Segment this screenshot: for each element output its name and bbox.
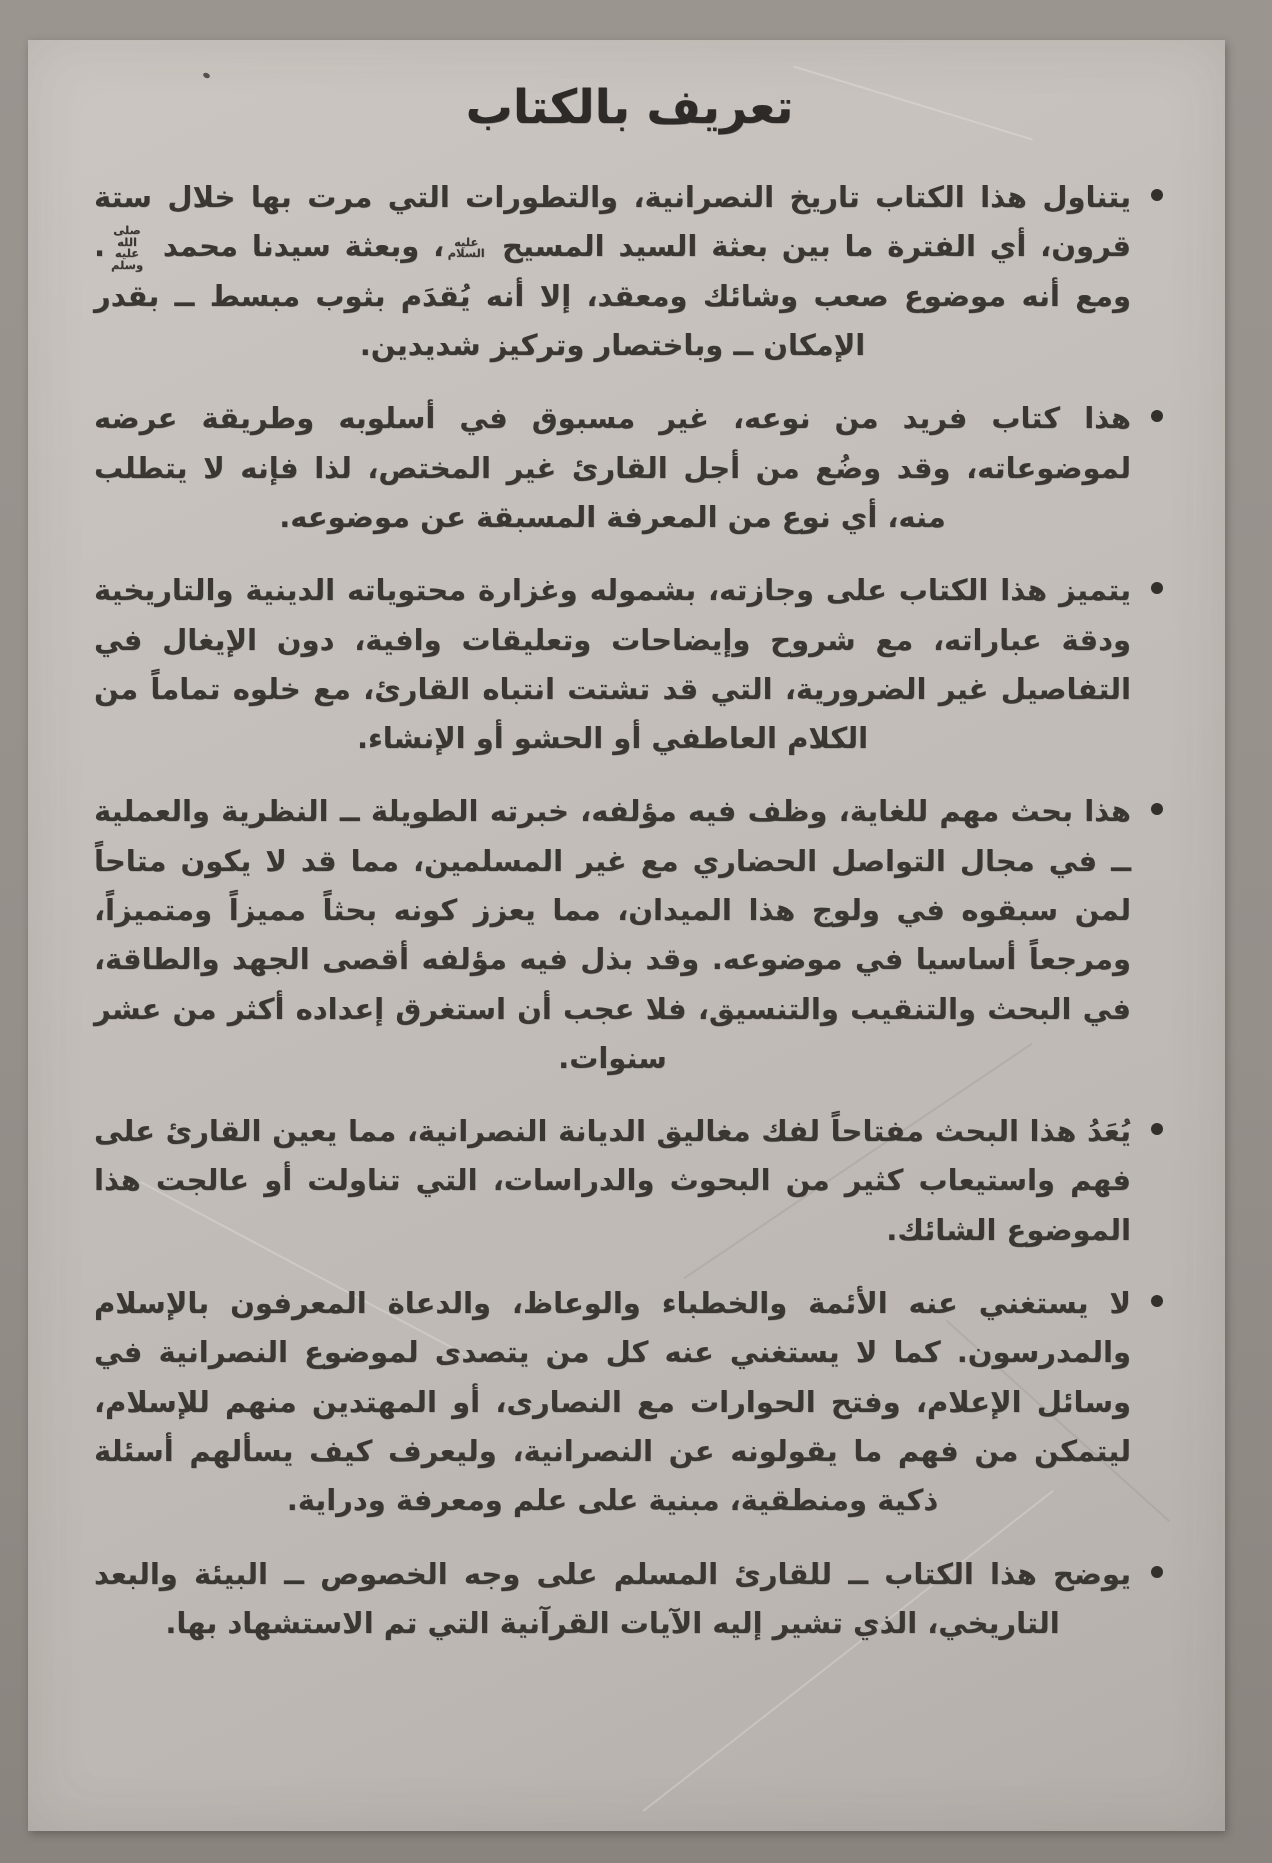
bullet-item xyxy=(94,394,1165,542)
bullet-item xyxy=(94,1550,1165,1649)
bullet-dot-icon xyxy=(1151,1123,1163,1135)
bullet-item xyxy=(94,1107,1165,1255)
bullet-text: ، وبعثة سيدنا محمد xyxy=(149,229,445,264)
bullet-text: لا يستغني عنه الأئمة والخطباء والوعاظ، والدعاة المعرفون بالإسلام والمدرسون. كما لا يستغني عنه كل من يتصدى لموضوع النصرانية في وسائل الإعلام، وفتح الحوارات مع النصارى، أو المهتدين منهم للإسلام، ليتمكن من فهم ما يقولونه عن النصرانية، وليعرف كيف يسألهم أسئلة ذكية ومنطقية، مبنية على علم ومعرفة ودراية. xyxy=(94,1286,1131,1518)
scanned-book-page xyxy=(28,40,1225,1831)
bullet-dot-icon xyxy=(1151,582,1163,594)
page-content xyxy=(28,40,1225,1702)
bullet-item xyxy=(94,173,1165,370)
bullet-dot-icon xyxy=(1151,803,1163,815)
bullet-text: يتميز هذا الكتاب على وجازته، بشموله وغزارة محتوياته الدينية والتاريخية ودقة عباراته، مع شروح وإيضاحات وتعليقات وافية، دون الإيغال في التفاصيل غير الضرورية، التي قد تشتت انتباه القارئ، مع خلوه تماماً من الكلام العاطفي أو الحشو أو الإنشاء. xyxy=(94,573,1131,756)
bullet-item xyxy=(94,1279,1165,1525)
bullet-dot-icon xyxy=(1151,410,1163,422)
honorific-alayhis-salam-stamp: عليه السلام xyxy=(447,234,485,261)
bullet-text: يوضح هذا الكتاب ــ للقارئ المسلم على وجه الخصوص ــ البيئة والبعد التاريخي، الذي تشير إليه الآيات القرآنية التي تم الاستشهاد بها. xyxy=(94,1556,1131,1640)
honorific-sallallahu-alayhi-wasallam-stamp: صلى الله عليه وسلم xyxy=(110,222,144,273)
bullet-text: يُعَدُ هذا البحث مفتاحاً لفك مغاليق الديانة النصرانية، مما يعين القارئ على فهم واستيعاب كثير من البحوث والدراسات، التي تناولت أو عالجت هذا الموضوع الشائك. xyxy=(94,1114,1131,1247)
bullet-item xyxy=(94,566,1165,763)
bullet-text: هذا بحث مهم للغاية، وظف فيه مؤلفه، خبرته الطويلة ــ النظرية والعملية ــ في مجال التواصل الحضاري مع غير المسلمين، مما قد لا يكون متاحاً لمن سبقوه في ولوج هذا الميدان، مما يعزز كونه بحثاً مميزاً ومتميزاً، ومرجعاً أساسيا في موضوعه. وقد بذل فيه مؤلفه أقصى الجهد والطاقة، في البحث والتنقيب والتنسيق، فلا عجب أن استغرق إعداده أكثر من عشر سنوات. xyxy=(94,794,1131,1075)
page-title: تعريف بالكتاب xyxy=(465,80,794,135)
bullet-text: يتناول هذا الكتاب تاريخ النصرانية، والتطورات التي مرت بها خلال ستة قرون، أي الفترة ما بين بعثة السيد المسيح xyxy=(94,180,1131,264)
bullet-dot-icon xyxy=(1151,1566,1163,1578)
bullet-list xyxy=(94,173,1165,1648)
bullet-dot-icon xyxy=(1151,1295,1163,1307)
bullet-dot-icon xyxy=(1151,189,1163,201)
bullet-text: هذا كتاب فريد من نوعه، غير مسبوق في أسلوبه وطريقة عرضه لموضوعاته، وقد وضُع من أجل القارئ غير المختص، لذا فإنه لا يتطلب منه، أي نوع من المعرفة المسبقة عن موضوعه. xyxy=(94,401,1131,534)
bullet-text: . ومع أنه موضوع صعب وشائك ومعقد، إلا أنه يُقدَم بثوب مبسط ــ بقدر الإمكان ــ وباختصار وتركيز شديدين. xyxy=(94,229,1131,363)
bullet-item xyxy=(94,787,1165,1083)
